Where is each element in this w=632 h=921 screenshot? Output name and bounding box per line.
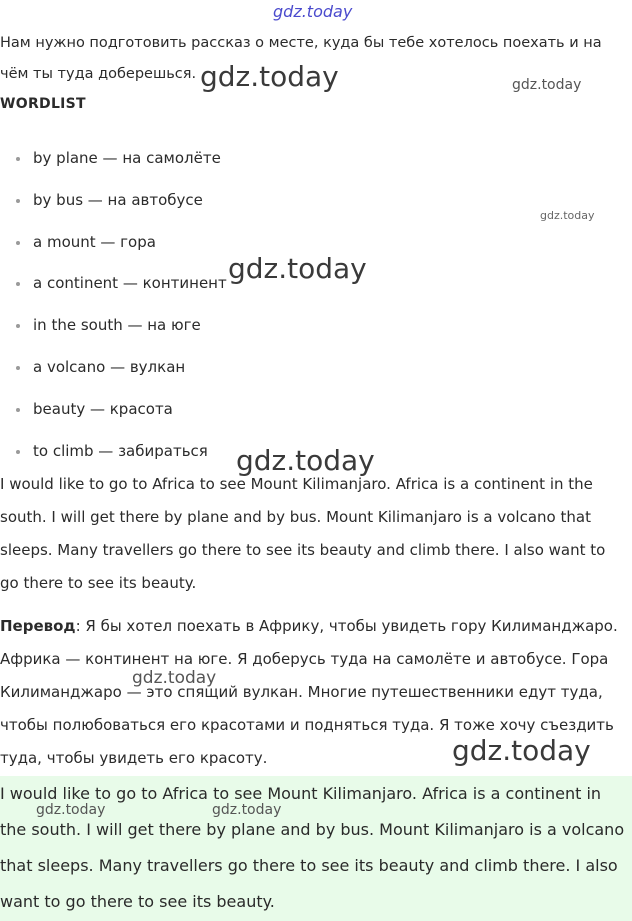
wordlist-item: a volcano — вулкан xyxy=(0,347,227,389)
wordlist-item: in the south — на юге xyxy=(0,305,227,347)
bullet-icon xyxy=(16,282,20,286)
watermark: gdz.today xyxy=(512,77,582,93)
task-intro: Нам нужно подготовить рассказ о месте, куда бы тебе хотелось поехать и на чём ты туда доберешься. xyxy=(0,35,602,82)
wordlist-item: to climb — забираться xyxy=(0,431,227,473)
answer-block xyxy=(0,776,632,921)
watermark: gdz.today xyxy=(200,60,339,93)
bullet-icon xyxy=(16,157,20,161)
wordlist-item: a continent — континент xyxy=(0,263,227,305)
english-story: I would like to go to Africa to see Mount Kilimanjaro. Africa is a continent in the south. I will get there by plane and by bus. Mount Kilimanjaro is a volcano that sleeps. Many travellers go there to see its beauty and climb there. I also want to go there to see its beauty. xyxy=(0,475,606,592)
watermark: gdz.today xyxy=(228,252,367,285)
watermark: gdz.today xyxy=(212,802,282,818)
bullet-icon xyxy=(16,366,20,370)
wordlist-title: WORDLIST xyxy=(0,96,86,112)
watermark: gdz.today xyxy=(452,734,591,767)
translation-label: Перевод xyxy=(0,617,76,635)
bullet-icon xyxy=(16,199,20,203)
bullet-icon xyxy=(16,324,20,328)
watermark: gdz.today xyxy=(236,444,375,477)
watermark: gdz.today xyxy=(132,668,217,688)
wordlist-item: beauty — красота xyxy=(0,389,227,431)
bullet-icon xyxy=(16,241,20,245)
wordlist xyxy=(0,138,227,472)
translation-text: : Я бы хотел поехать в Африку, чтобы увидеть гору Килиманджаро. Африка — континент на юге. Я доберусь туда на самолёте и автобусе. Гора Килиманджаро — это спящий вулкан. Многие путешественники едут туда, чтобы полюбоваться его красотами и подняться туда. Я тоже хочу съездить туда, чтобы увидеть его красоту. xyxy=(0,617,618,767)
answer-text: I would like to go to Africa to see Mount Kilimanjaro. Africa is a continent in the south. I will get there by plane and by bus. Mount Kilimanjaro is a volcano that sleeps. Many travellers go there to see its beauty and climb there. I also want to go there to see its beauty. xyxy=(0,784,625,911)
wordlist-item: by plane — на самолёте xyxy=(0,138,227,180)
wordlist-item: a mount — гора xyxy=(0,222,227,264)
watermark: gdz.today xyxy=(540,209,595,222)
bullet-icon xyxy=(16,408,20,412)
wordlist-item: by bus — на автобусе xyxy=(0,180,227,222)
header-logo[interactable]: gdz.today xyxy=(273,2,353,21)
watermark: gdz.today xyxy=(36,802,106,818)
bullet-icon xyxy=(16,450,20,454)
